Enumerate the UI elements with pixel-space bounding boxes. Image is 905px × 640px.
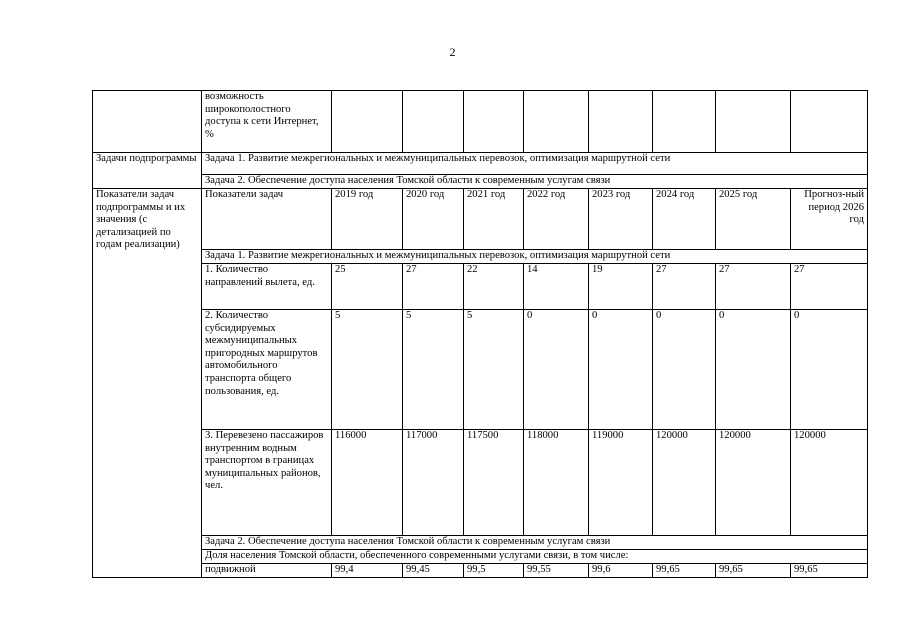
table-row xyxy=(93,550,868,564)
cell-value: 14 xyxy=(524,264,589,310)
cell-value: 120000 xyxy=(716,430,791,536)
row-label: подвижной xyxy=(202,564,332,578)
row-label: 1. Количество направлений вылета, ед. xyxy=(202,264,332,310)
share-label: Доля населения Томской области, обеспеченного современными услугами связи, в том числе: xyxy=(202,550,868,564)
cell-value: 5 xyxy=(403,310,464,430)
row-label: 2. Количество субсидируемых межмуниципальных пригородных маршрутов автомобильного транспорта общего пользования, ед. xyxy=(202,310,332,430)
column-header-year: 2021 год xyxy=(464,189,524,250)
cell-value: 99,65 xyxy=(791,564,868,578)
cell-value: 118000 xyxy=(524,430,589,536)
cell-value: 99,6 xyxy=(589,564,653,578)
cell-value: 99,5 xyxy=(464,564,524,578)
cell-value: 19 xyxy=(589,264,653,310)
column-header-year: 2022 год xyxy=(524,189,589,250)
column-header-forecast: Прогноз-ный период 2026 год xyxy=(791,189,868,250)
cell-value: 27 xyxy=(403,264,464,310)
task-2-subheading: Задача 2. Обеспечение доступа населения Томской области к современным услугам связи xyxy=(202,536,868,550)
table-row xyxy=(93,536,868,550)
cell-value: 0 xyxy=(589,310,653,430)
cell-value: 27 xyxy=(653,264,716,310)
table-row xyxy=(93,153,868,175)
table-row xyxy=(93,175,868,189)
task-2-heading: Задача 2. Обеспечение доступа населения Томской области к современным услугам связи xyxy=(202,175,868,189)
cell-value: 27 xyxy=(791,264,868,310)
table-row xyxy=(93,250,868,264)
cell-value: 5 xyxy=(464,310,524,430)
cell-value: 120000 xyxy=(653,430,716,536)
cell-value: 116000 xyxy=(332,430,403,536)
cell-value: 99,4 xyxy=(332,564,403,578)
column-header-indicators: Показатели задач xyxy=(202,189,332,250)
cell-value: 120000 xyxy=(791,430,868,536)
task-1-subheading: Задача 1. Развитие межрегиональных и межмуниципальных перевозок, оптимизация маршрутной сети xyxy=(202,250,868,264)
table-row xyxy=(93,264,868,310)
cell-value: 22 xyxy=(464,264,524,310)
cell-value: 117500 xyxy=(464,430,524,536)
cell-value: 25 xyxy=(332,264,403,310)
cell-value: 119000 xyxy=(589,430,653,536)
indicators-label: Показатели задач подпрограммы и их значения (с детализацией по годам реализации) xyxy=(93,189,202,578)
goals-label: Задачи подпрограммы xyxy=(93,153,202,189)
cell-value: 27 xyxy=(716,264,791,310)
column-header-year: 2024 год xyxy=(653,189,716,250)
column-header-year: 2019 год xyxy=(332,189,403,250)
subprogram-table xyxy=(92,90,868,578)
table-row xyxy=(93,564,868,578)
table-header-row xyxy=(93,189,868,250)
row-label: 3. Перевезено пассажиров внутренним водным транспортом в границах муниципальных районов, чел. xyxy=(202,430,332,536)
cell-value: 0 xyxy=(716,310,791,430)
cell-value: 99,45 xyxy=(403,564,464,578)
column-header-year: 2020 год xyxy=(403,189,464,250)
cell-value: 0 xyxy=(524,310,589,430)
table-row xyxy=(93,310,868,430)
cell-value: 0 xyxy=(791,310,868,430)
table-row xyxy=(93,91,868,153)
cell-value: 99,65 xyxy=(653,564,716,578)
cell-value: 99,65 xyxy=(716,564,791,578)
cell-value: 117000 xyxy=(403,430,464,536)
column-header-year: 2023 год xyxy=(589,189,653,250)
indicator-label: возможность широкополостного доступа к сети Интернет, % xyxy=(202,91,332,153)
task-1-heading: Задача 1. Развитие межрегиональных и межмуниципальных перевозок, оптимизация маршрутной сети xyxy=(202,153,868,175)
empty-cell xyxy=(93,91,202,153)
page-number: 2 xyxy=(449,45,456,59)
cell-value: 5 xyxy=(332,310,403,430)
table-row xyxy=(93,430,868,536)
column-header-year: 2025 год xyxy=(716,189,791,250)
cell-value: 99,55 xyxy=(524,564,589,578)
cell-value: 0 xyxy=(653,310,716,430)
